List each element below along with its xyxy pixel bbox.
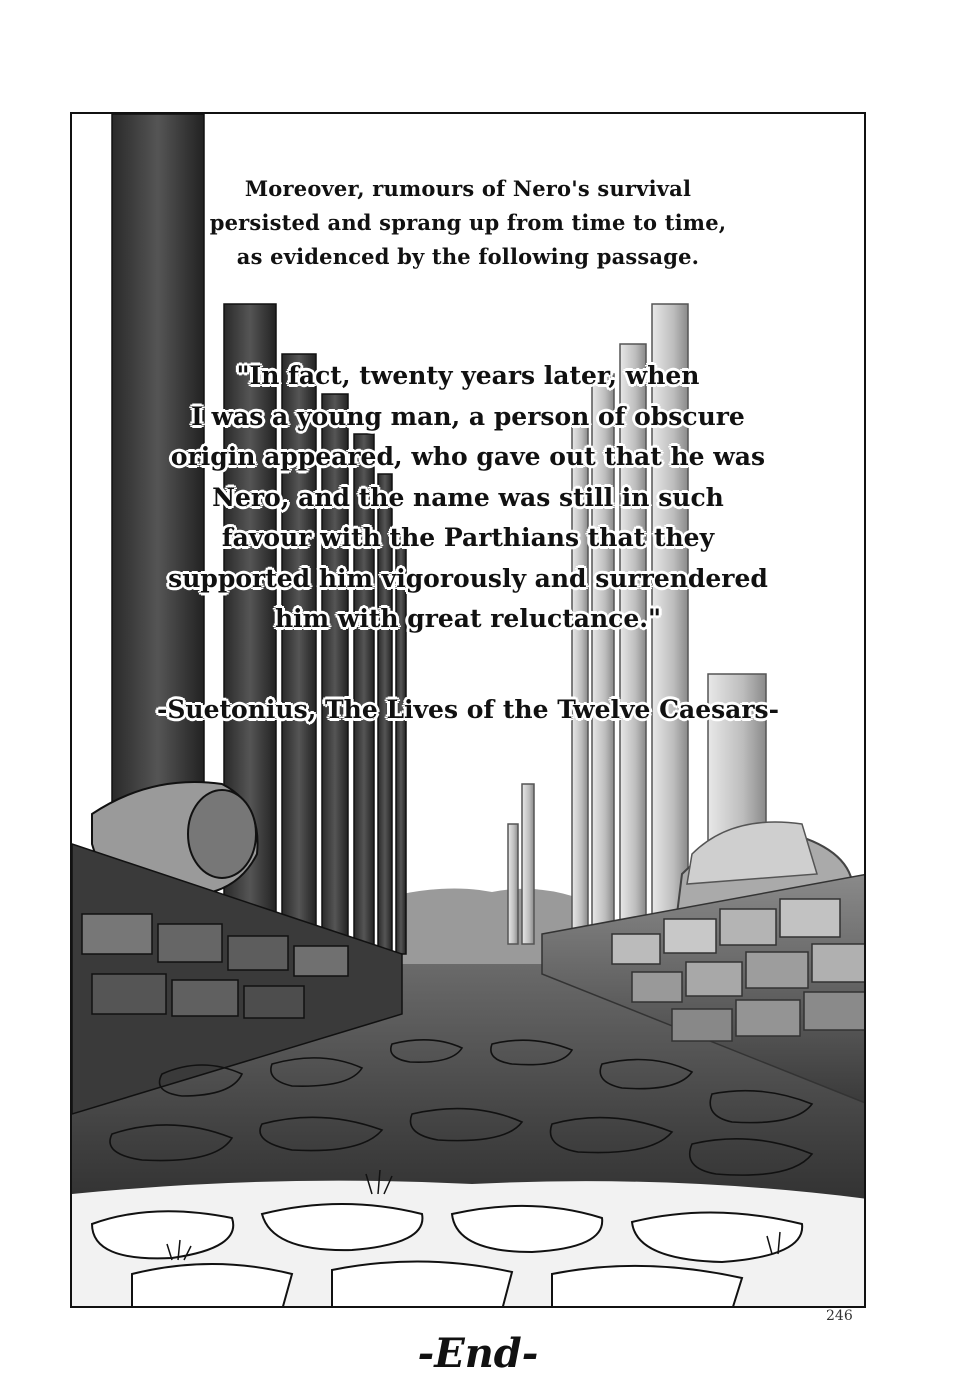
quote-line: "In fact, twenty years later, when	[236, 361, 700, 390]
illustration-panel	[70, 112, 866, 1308]
page-number: 246	[826, 1308, 853, 1324]
quote-attribution: -Suetonius, The Lives of the Twelve Caesars-	[156, 695, 780, 724]
quote-line: favour with the Parthians that they	[221, 523, 715, 552]
quote-line: Nero, and the name was still in such	[212, 482, 724, 512]
intro-line: as evidenced by the following passage.	[236, 244, 700, 269]
quote-line: him with great reluctance."	[274, 604, 662, 633]
end-mark: -End-	[417, 1330, 539, 1377]
suetonius-quote	[72, 356, 864, 640]
quote-line: I was a young man, a person of obscure	[191, 401, 745, 431]
quote-line: origin appeared, who gave out that he was	[170, 442, 766, 471]
intro-caption	[72, 172, 864, 274]
intro-line: Moreover, rumours of Nero's survival	[244, 176, 692, 201]
intro-line: persisted and sprang up from time to time,	[209, 210, 727, 235]
quote-line: supported him vigorously and surrendered	[168, 563, 768, 593]
